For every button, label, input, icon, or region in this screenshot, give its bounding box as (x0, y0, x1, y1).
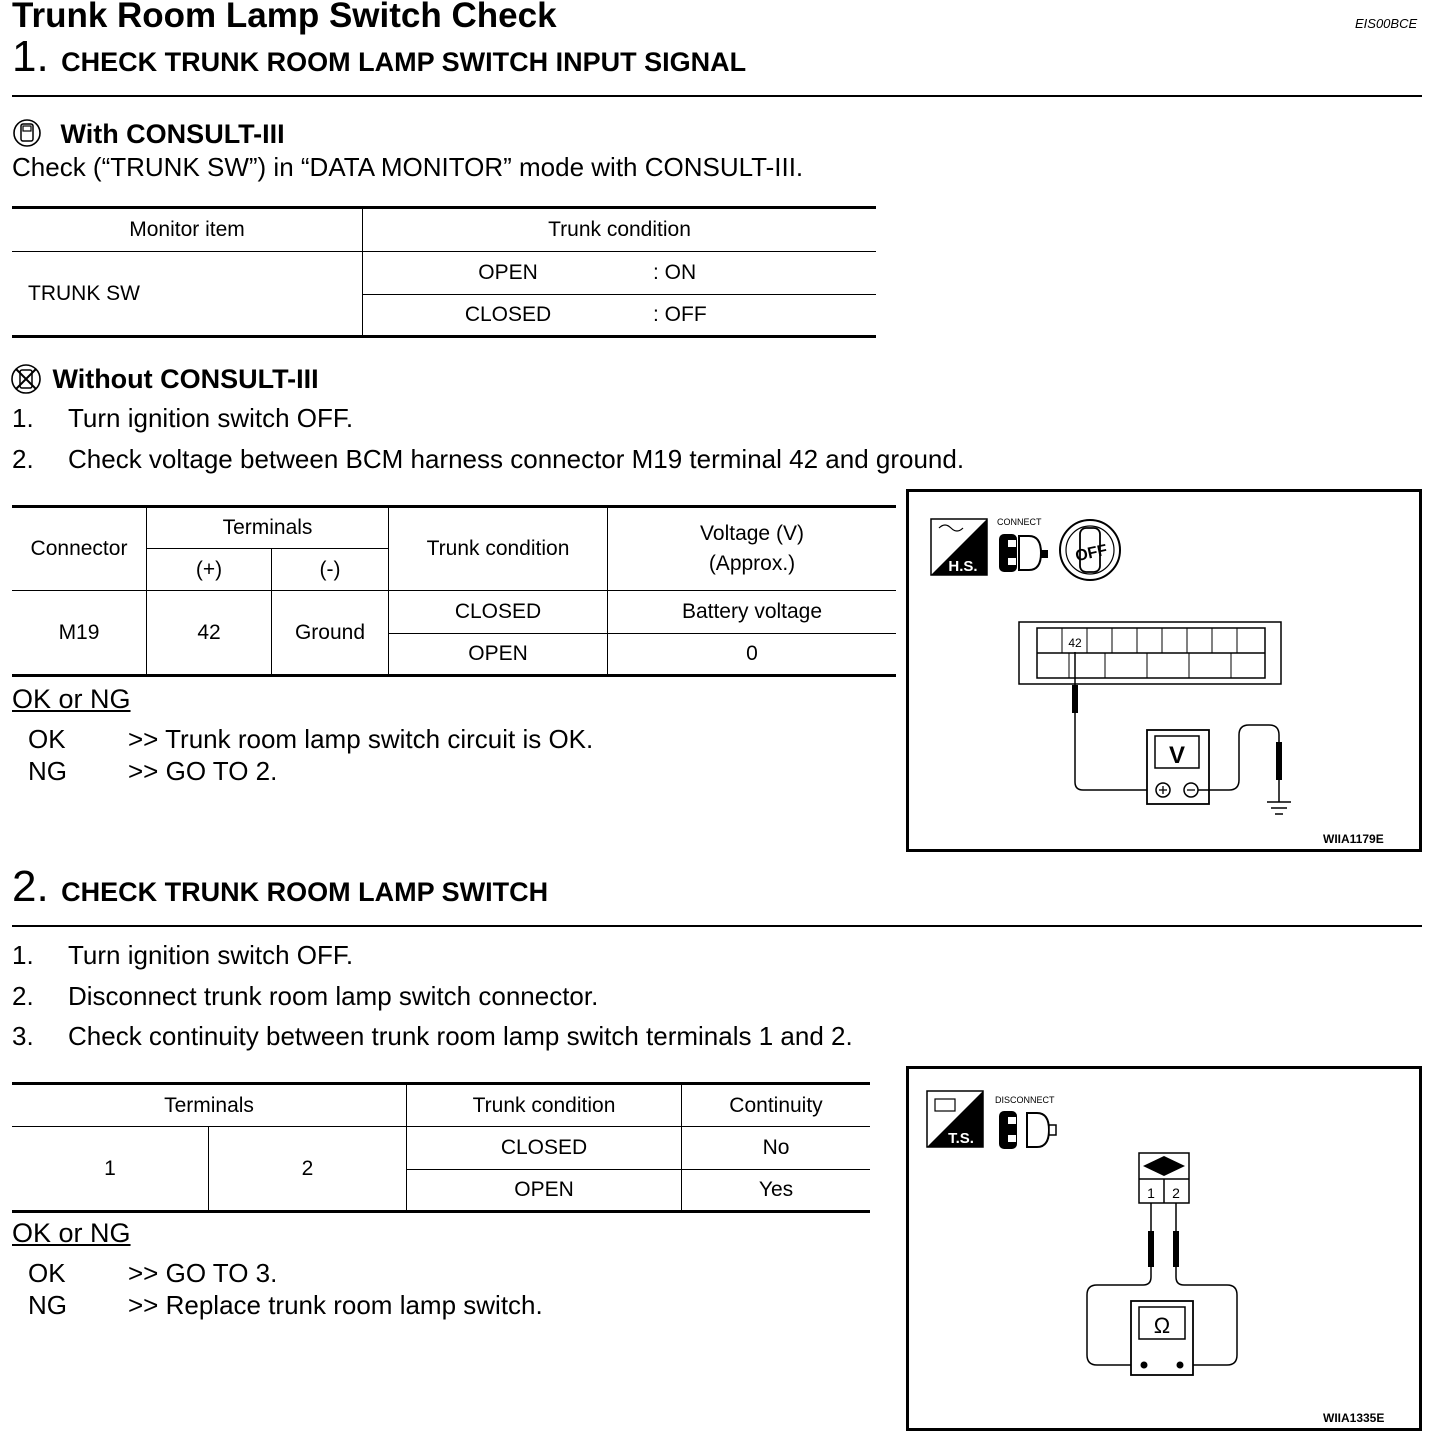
voltage-value-closed: Battery voltage (608, 591, 897, 634)
voltage-header-voltage: Voltage (V) (Approx.) (608, 507, 897, 591)
step-1-title: CHECK TRUNK ROOM LAMP SWITCH INPUT SIGNAL (61, 47, 747, 77)
voltage-header-condition: Trunk condition (389, 507, 608, 591)
continuity-table (12, 1082, 870, 1213)
step-1-instruction-2: 2. Check voltage between BCM harness connector M19 terminal 42 and ground. (12, 444, 965, 474)
voltage-minus-cell: Ground (272, 591, 389, 676)
page-title: Trunk Room Lamp Switch Check (12, 0, 557, 35)
monitor-condition-open: OPEN (363, 252, 654, 295)
voltage-table (12, 505, 896, 677)
continuity-terminal-2: 2 (209, 1127, 407, 1212)
continuity-header-terminals: Terminals (12, 1084, 407, 1127)
hs-badge-icon (931, 519, 987, 575)
voltage-check-diagram (909, 492, 1419, 849)
consult-icon (12, 118, 42, 148)
step-2-heading (12, 862, 548, 912)
monitor-condition-closed: CLOSED (464, 303, 552, 326)
monitor-table (12, 206, 876, 338)
ts-badge-icon (927, 1091, 983, 1147)
monitor-value-off: : OFF (653, 303, 707, 326)
bcm-connector-m19 (1019, 622, 1281, 684)
voltage-header-connector: Connector (12, 507, 147, 591)
step-1-ok-ng-heading: OK or NG (12, 684, 131, 714)
continuity-condition-closed: CLOSED (407, 1127, 682, 1170)
figure-2-code: WIIA1335E (1323, 1411, 1385, 1425)
voltage-plus-cell: 42 (147, 591, 272, 676)
document-code: EIS00BCE (1355, 16, 1418, 31)
no-consult-icon (10, 363, 42, 395)
with-consult-section (12, 118, 285, 149)
step-2-ok-label: OK (28, 1258, 66, 1288)
svg-text:CONNECT: CONNECT (997, 517, 1042, 527)
svg-text:42: 42 (1068, 636, 1082, 650)
voltage-condition-closed: CLOSED (389, 591, 608, 634)
continuity-value-open: Yes (758, 1178, 794, 1201)
step-2-ng-label: NG (28, 1290, 67, 1320)
step-1-ng-text: >> GO TO 2. (128, 756, 278, 786)
svg-text:H.S.: H.S. (948, 558, 978, 575)
continuity-check-diagram (909, 1069, 1419, 1428)
continuity-header-condition: Trunk condition (407, 1084, 682, 1127)
step-2-divider (12, 925, 1422, 927)
svg-text:2: 2 (1172, 1185, 1180, 1201)
step-1-heading (12, 32, 746, 82)
with-consult-heading: With CONSULT-III (60, 119, 285, 149)
without-consult-section (10, 363, 319, 395)
figure-voltage-check (906, 489, 1422, 852)
figure-1-code: WIIA1179E (1323, 832, 1384, 846)
monitor-value-on: : ON (653, 252, 876, 295)
disconnect-icon (995, 1095, 1056, 1149)
step-2-title: CHECK TRUNK ROOM LAMP SWITCH (61, 877, 549, 907)
step-1-ok-text: >> Trunk room lamp switch circuit is OK. (128, 724, 594, 754)
svg-text:1: 1 (1147, 1185, 1155, 1201)
without-consult-heading: Without CONSULT-III (52, 364, 319, 394)
voltage-value-open: 0 (746, 642, 758, 665)
svg-text:DISCONNECT: DISCONNECT (995, 1095, 1055, 1105)
step-1-number: 1. (12, 32, 49, 81)
ground-icon (1267, 802, 1291, 814)
monitor-header-condition: Trunk condition (363, 208, 877, 252)
svg-text:T.S.: T.S. (948, 1130, 974, 1147)
voltage-header-minus: (-) (272, 549, 389, 591)
continuity-header-continuity: Continuity (682, 1084, 871, 1127)
voltage-condition-open: OPEN (389, 634, 608, 676)
step-2-number: 2. (12, 862, 49, 911)
voltmeter-icon (1147, 730, 1209, 804)
monitor-header-item: Monitor item (12, 208, 363, 252)
svg-text:V: V (1168, 742, 1186, 769)
step-1-ok-label: OK (28, 724, 66, 754)
monitor-item-cell: TRUNK SW (12, 252, 363, 337)
step-2-ok-text: >> GO TO 3. (128, 1258, 278, 1288)
voltage-header-plus: (+) (147, 549, 272, 591)
step-2-instruction-1: 1. Turn ignition switch OFF. (12, 940, 354, 970)
figure-continuity-check (906, 1066, 1422, 1431)
voltage-header-terminals: Terminals (147, 507, 389, 549)
step-1-ng-label: NG (28, 756, 67, 786)
continuity-condition-open: OPEN (407, 1170, 682, 1212)
voltage-connector-cell: M19 (12, 591, 147, 676)
step-2-ng-text: >> Replace trunk room lamp switch. (128, 1290, 543, 1320)
step-2-instruction-2: 2. Disconnect trunk room lamp switch connector. (12, 981, 599, 1011)
step-1-instruction-1: 1. Turn ignition switch OFF. (12, 403, 354, 433)
continuity-terminal-1: 1 (12, 1127, 209, 1212)
svg-text:Ω: Ω (1153, 1313, 1171, 1338)
connect-icon (997, 517, 1048, 572)
ohmmeter-icon (1131, 1301, 1193, 1375)
step-2-instruction-3: 3. Check continuity between trunk room lamp switch terminals 1 and 2. (12, 1021, 853, 1051)
svg-text:OFF: OFF (1073, 541, 1109, 566)
ignition-off-icon (1060, 520, 1120, 580)
with-consult-text: Check (“TRUNK SW”) in “DATA MONITOR” mode with CONSULT-III. (12, 152, 804, 182)
step-2-ok-ng-heading: OK or NG (12, 1218, 131, 1248)
continuity-value-closed: No (682, 1127, 871, 1170)
trunk-lamp-switch-connector (1139, 1153, 1189, 1203)
step-1-divider (12, 95, 1422, 97)
